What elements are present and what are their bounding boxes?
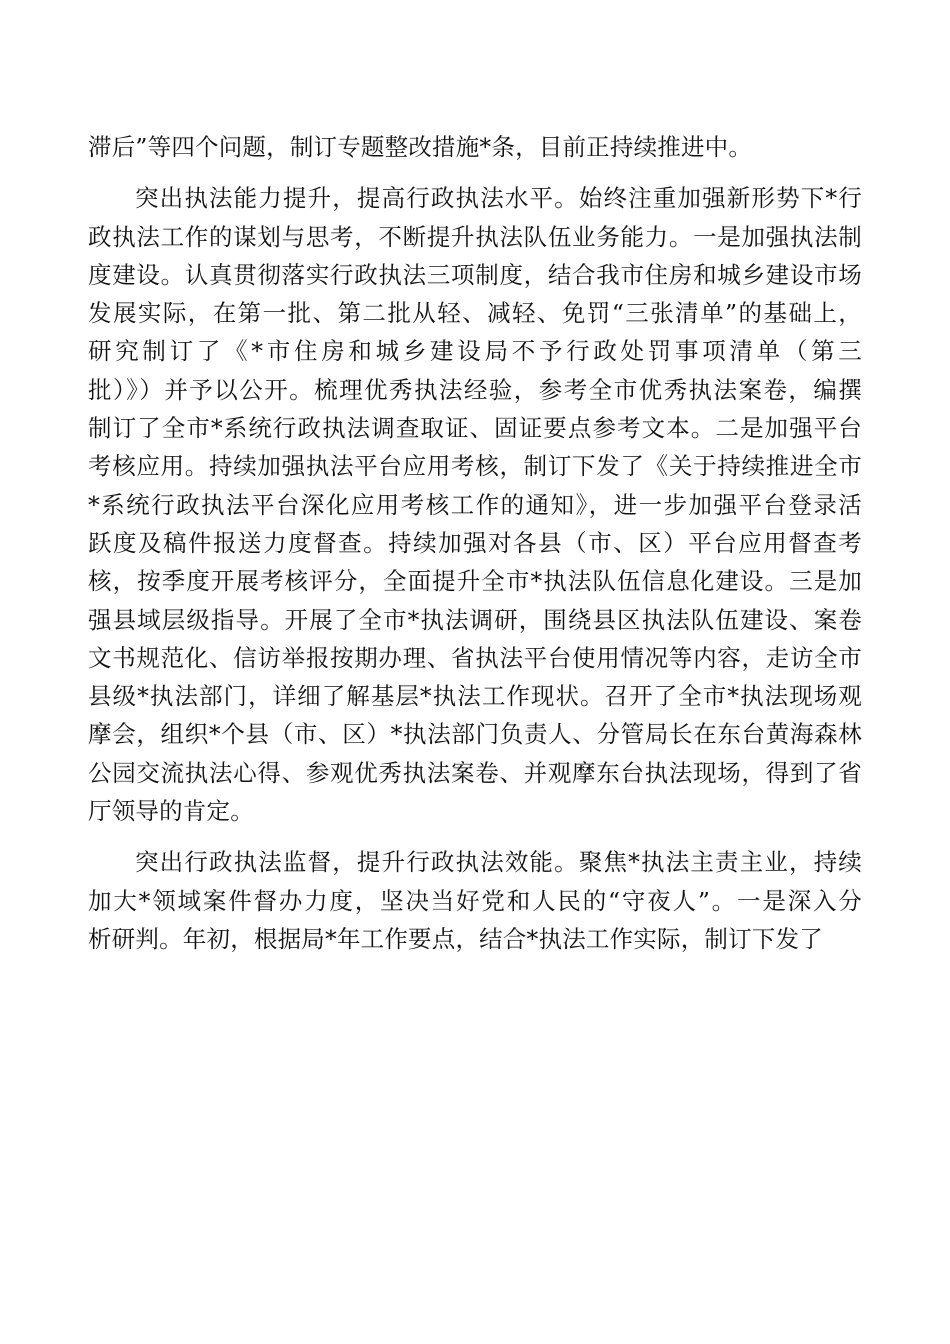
text-line: 强县域层级指导。开展了全市*执法调研，围绕县区执法队伍建设、案卷 [88, 605, 862, 634]
text-line: *系统行政执法平台深化应用考核工作的通知》，进一步加强平台登录活 [88, 490, 862, 519]
paragraph-spacing [88, 830, 862, 843]
text-line: 核，按季度开展考核评分，全面提升全市*执法队伍信息化建设。三是加 [88, 567, 862, 596]
text-line: 研究制订了《*市住房和城乡建设局不予行政处罚事项清单（第三 [88, 337, 862, 366]
paragraph [88, 179, 862, 830]
paragraph-spacing [88, 166, 862, 179]
text-line: 批）》）并予以公开。梳理优秀执法经验，参考全市优秀执法案卷，编撰 [88, 375, 862, 404]
document-body [88, 128, 862, 958]
text-line: 公园交流执法心得、参观优秀执法案卷、并观摩东台执法现场，得到了省 [88, 758, 862, 787]
text-line: 析研判。年初，根据局*年工作要点，结合*执法工作实际，制订下发了 [88, 924, 823, 953]
text-line: 突出行政执法监督，提升行政执法效能。聚焦*执法主责主业，持续 [135, 848, 862, 877]
text-line: 制订了全市*系统行政执法调查取证、固证要点参考文本。二是加强平台 [88, 414, 862, 443]
text-line: 考核应用。持续加强执法平台应用考核，制订下发了《关于持续推进全市 [88, 452, 862, 481]
text-line: 文书规范化、信访举报按期办理、省执法平台使用情况等内容，走访全市 [88, 643, 862, 672]
text-line: 滞后”等四个问题，制订专题整改措施*条，目前正持续推进中。 [88, 133, 753, 161]
paragraph [88, 843, 862, 958]
text-line: 摩会，组织*个县（市、区）*执法部门负责人、分管局长在东台黄海森林 [88, 720, 862, 749]
text-line: 加大*领域案件督办力度，坚决当好党和人民的“守夜人”。一是深入分 [88, 886, 862, 915]
text-line: 政执法工作的谋划与思考，不断提升执法队伍业务能力。一是加强执法制 [88, 222, 862, 251]
text-line: 县级*执法部门，详细了解基层*执法工作现状。召开了全市*执法现场观 [88, 682, 862, 711]
text-line: 突出执法能力提升，提高行政执法水平。始终注重加强新形势下*行 [135, 184, 862, 213]
paragraph [88, 128, 862, 166]
text-line: 厅领导的肯定。 [88, 797, 254, 826]
text-line: 跃度及稿件报送力度督查。持续加强对各县（市、区）平台应用督查考 [88, 528, 862, 557]
text-line: 发展实际，在第一批、第二批从轻、减轻、免罚“三张清单”的基础上， [88, 299, 862, 328]
text-line: 度建设。认真贯彻落实行政执法三项制度，结合我市住房和城乡建设市场 [88, 260, 862, 289]
